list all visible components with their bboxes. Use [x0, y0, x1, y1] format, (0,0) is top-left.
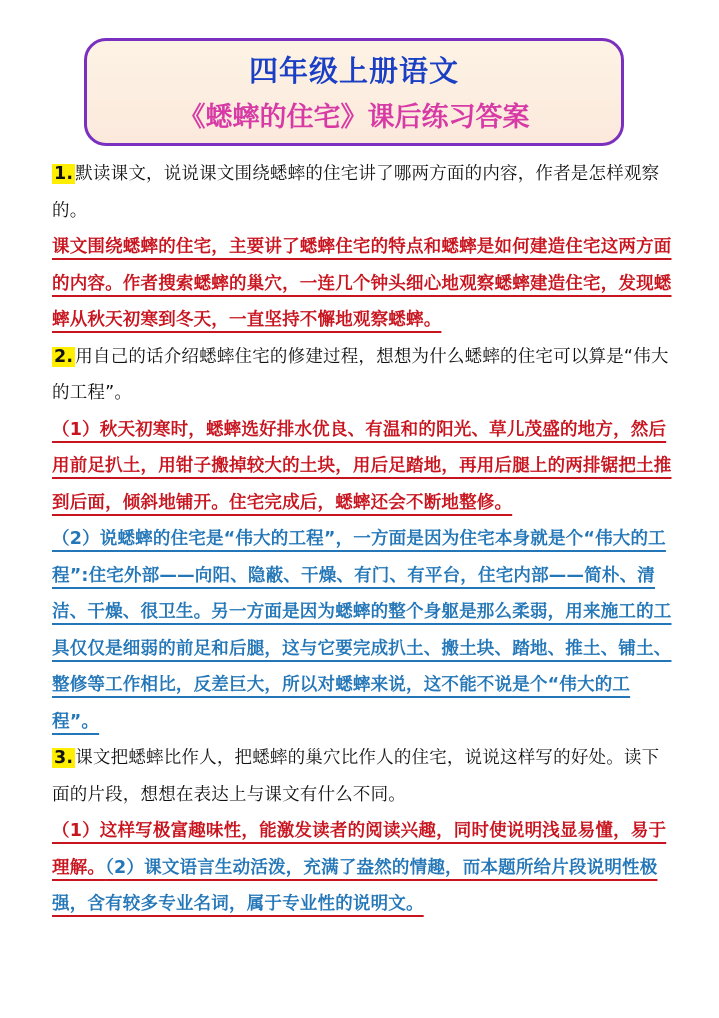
answer-3: [52, 813, 674, 923]
question-2-number: 2.: [54, 346, 74, 367]
answer-2-part-1: （1）秋天初寒时，蟋蟀选好排水优良、有温和的阳光、草儿茂盛的地方，然后用前足扒土，用钳子搬掉较大的土块，用后足踏地，再用后腿上的两排锯把土推到后面，倾斜地铺开。住宅完成后，蟋蟀还会不断地整修。: [52, 419, 672, 513]
document-body: [52, 156, 674, 923]
question-2: [52, 339, 674, 412]
question-3: [52, 740, 674, 813]
answer-3-part-2: （2）课文语言生动活泼，充满了盎然的情趣，而本题所给片段说明性极强，含有较多专业名词，属于专业性的说明文。: [52, 857, 658, 914]
question-1: [52, 156, 674, 229]
question-2-text: 用自己的话介绍蟋蟀住宅的修建过程，想想为什么蟋蟀的住宅可以算是“伟大的工程”。: [52, 346, 669, 403]
answer-2-part-2: （2）说蟋蟀的住宅是“伟大的工程”，一方面是因为住宅本身就是个“伟大的工程”:住宅外部——向阳、隐蔽、干燥、有门、有平台，住宅内部——简朴、清洁、干燥、很卫生。另一方面是因为蟋蟀的整个身躯是那么柔弱，用来施工的工具仅仅是细弱的前足和后腿，这与它要完成扒土、搬土块、踏地、推土、铺土、整修等工作相比，反差巨大，所以对蟋蟀来说，这不能不说是个“伟大的工程”。: [52, 529, 672, 732]
question-3-text: 课文把蟋蟀比作人，把蟋蟀的巢穴比作人的住宅，说说这样写的好处。读下面的片段，想想在表达上与课文有什么不同。: [52, 748, 660, 805]
page-subtitle: 《蟋蟀的住宅》课后练习答案: [178, 102, 530, 133]
question-3-number: 3.: [54, 748, 74, 768]
question-1-text: 默读课文，说说课文围绕蟋蟀的住宅讲了哪两方面的内容，作者是怎样观察的。: [52, 164, 660, 221]
answer-3-part-1: （1）这样写极富趣味性，能激发读者的阅读兴趣，同时使说明浅显易懂，易于理解。: [52, 821, 667, 878]
page-title: 四年级上册语文: [248, 54, 459, 88]
title-box: [84, 38, 624, 146]
answer-1: 课文围绕蟋蟀的住宅，主要讲了蟋蟀住宅的特点和蟋蟀是如何建造住宅这两方面的内容。作者搜索蟋蟀的巢穴，一连几个钟头细心地观察蟋蟀建造住宅，发现蟋蟀从秋天初寒到冬天，一直坚持不懈地观察蟋蟀。: [52, 237, 672, 330]
question-1-number: 1.: [54, 164, 74, 184]
